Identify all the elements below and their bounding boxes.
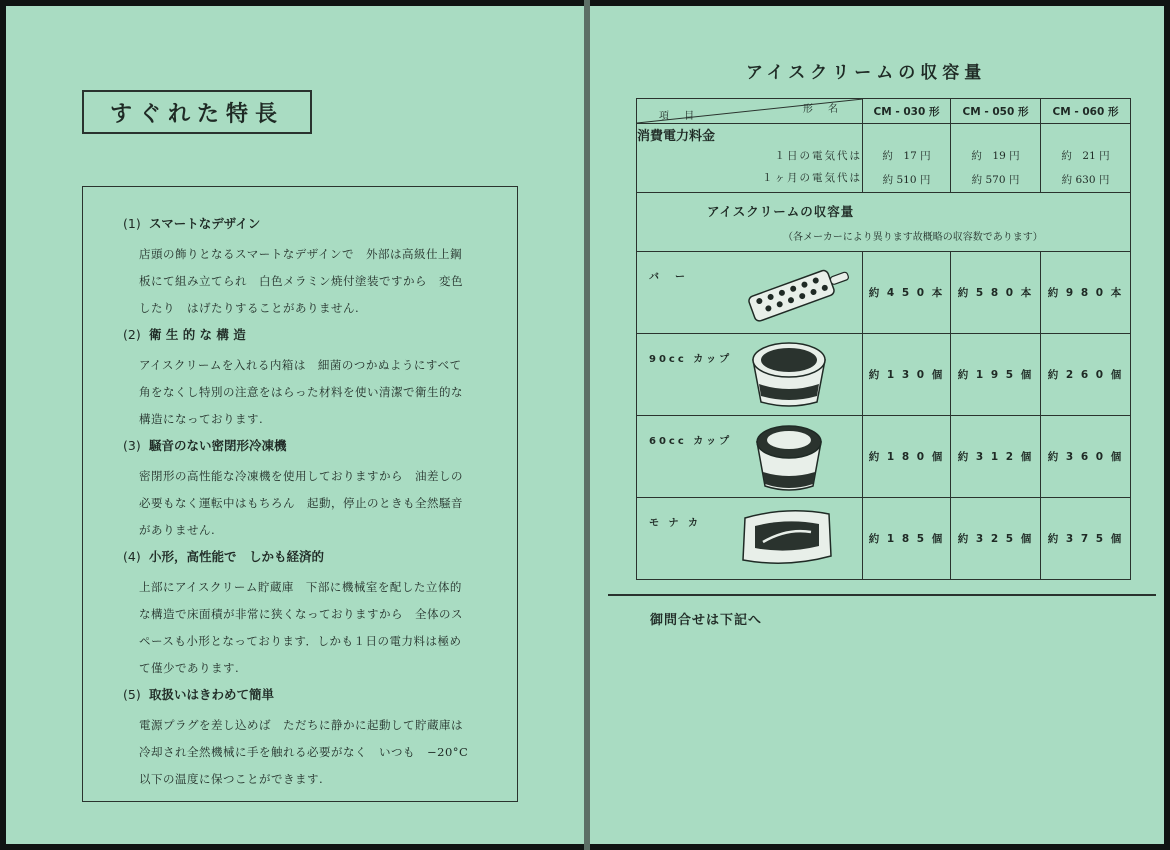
table-row (637, 252, 1131, 334)
feature-heading: 衛 生 的 な 構 造 (149, 327, 246, 342)
monthly-cost-label: １ヶ月の電気代は (637, 166, 863, 193)
feature-item (123, 215, 497, 322)
monaka-icon (739, 504, 835, 568)
feature-body: 電源プラグを差し込めば ただちに静かに起動して貯蔵庫は 冷却され全然機械に手を触れる必要がなく いつも −20°C 以下の温度に保つことができます. (139, 718, 469, 786)
feature-number: (5) (123, 687, 141, 702)
feature-body: アイスクリームを入れる内箱は 細菌のつかぬようにすべて 角をなくし特別の注意をはらった材料を使い清潔で衛生的な 構造になっております. (139, 358, 463, 426)
cup90-qty-cm030: 約 1 3 0 個 (863, 334, 951, 416)
feature-number: (2) (123, 327, 141, 342)
daily-cost-cm050: 約 19 円 (951, 144, 1041, 166)
cup-60cc-icon (751, 420, 827, 494)
feature-heading: 取扱いはきわめて簡単 (149, 687, 275, 702)
cup-90cc-icon (749, 338, 829, 410)
model-cm050: CM - 050 形 (951, 99, 1041, 124)
monthly-cost-cm050: 約 570 円 (951, 166, 1041, 193)
monthly-cost-cm060: 約 630 円 (1041, 166, 1131, 193)
item-name: バ ー (649, 272, 688, 283)
cup60-qty-cm060: 約 3 6 0 個 (1041, 416, 1131, 498)
feature-number: (1) (123, 216, 141, 231)
capacity-table (636, 98, 1131, 580)
item-name: 60cc カップ (649, 436, 733, 447)
daily-cost-cm030: 約 17 円 (863, 144, 951, 166)
cup90-qty-cm050: 約 1 9 5 個 (951, 334, 1041, 416)
bar-qty-cm050: 約 5 8 0 本 (951, 252, 1041, 334)
feature-body: 上部にアイスクリーム貯蔵庫 下部に機械室を配した立体的 な構造で床面積が非常に狭くなっておりますから 全体のス ペースも小形となっております．しかも１日の電力料は極め て僅少であります. (139, 580, 463, 675)
feature-item (123, 548, 497, 682)
capacity-section-row (637, 193, 1131, 252)
monaka-qty-cm060: 約 3 7 5 個 (1041, 498, 1131, 580)
feature-item (123, 437, 497, 544)
bar-qty-cm030: 約 4 5 0 本 (863, 252, 951, 334)
feature-item (123, 686, 497, 793)
feature-number: (3) (123, 438, 141, 453)
table-row (637, 144, 1131, 166)
power-cost-label: 消費電力料金 (637, 124, 863, 145)
monthly-cost-cm030: 約 510 円 (863, 166, 951, 193)
daily-cost-label: １日の電気代は (637, 144, 863, 166)
table-row (637, 498, 1131, 580)
item-name: モ ナ カ (649, 518, 701, 529)
features-box (82, 186, 518, 802)
model-cm030: CM - 030 形 (863, 99, 951, 124)
feature-number: (4) (123, 549, 141, 564)
header-corner (637, 99, 863, 124)
monaka-qty-cm050: 約 3 2 5 個 (951, 498, 1041, 580)
capacity-title: アイスクリームの収容量 (746, 63, 987, 83)
feature-body: 密閉形の高性能な冷凍機を使用しておりますから 油差しの 必要もなく運転中はもちろん 起動，停止のときも全然騒音 がありません. (139, 469, 463, 537)
features-title: すぐれた特長 (82, 90, 312, 134)
contact-divider (608, 594, 1156, 596)
daily-cost-cm060: 約 21 円 (1061, 149, 1110, 162)
feature-body: 店頭の飾りとなるスマートなデザインで 外部は高級仕上鋼 板にて組み立てられ 白色メラミン焼付塗装ですから 変色 したり はげたりすることがありません. (139, 247, 463, 315)
feature-heading: 騒音のない密閉形冷凍機 (149, 438, 287, 453)
cup90-qty-cm060: 約 2 6 0 個 (1041, 334, 1131, 416)
model-cm060: CM - 060 形 (1041, 99, 1131, 124)
capacity-subtitle: アイスクリームの収容量 (707, 203, 855, 219)
feature-item (123, 326, 497, 433)
table-row (637, 416, 1131, 498)
model-label: 形 名 (802, 104, 844, 115)
table-row (637, 166, 1131, 193)
cup60-qty-cm050: 約 3 1 2 個 (951, 416, 1041, 498)
item-label: 項 目 (659, 111, 701, 122)
feature-heading: 小形，高性能で しかも経済的 (149, 549, 325, 564)
table-header-row (637, 99, 1131, 124)
power-title-row (637, 124, 1131, 145)
monaka-qty-cm030: 約 1 8 5 個 (863, 498, 951, 580)
bar-qty-cm060: 約 9 8 0 本 (1041, 252, 1131, 334)
item-name: 90cc カップ (649, 354, 733, 365)
feature-heading: スマートなデザイン (149, 216, 261, 231)
contact-label: 御問合せは下記へ (650, 613, 763, 628)
table-row (637, 334, 1131, 416)
ice-bar-icon (743, 262, 855, 324)
cup60-qty-cm030: 約 1 8 0 個 (863, 416, 951, 498)
capacity-note: （各メーカーにより異ります故概略の収容数であります） (783, 231, 1043, 243)
